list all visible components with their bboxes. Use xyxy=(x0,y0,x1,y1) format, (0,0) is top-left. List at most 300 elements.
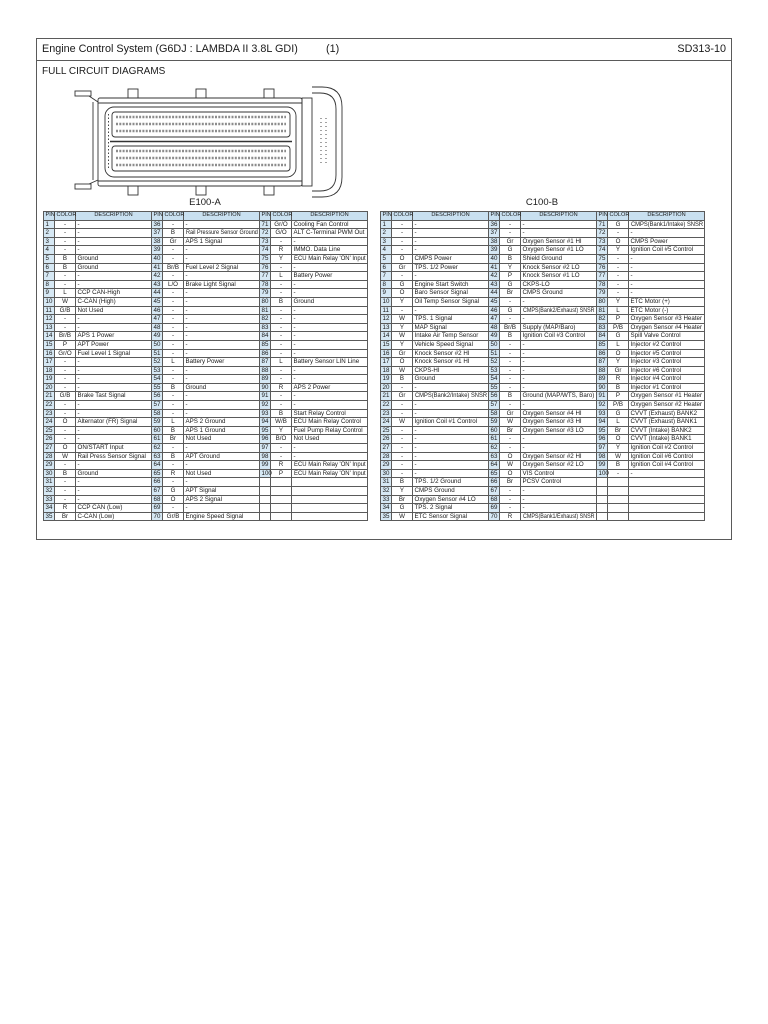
pin-number: 2 xyxy=(381,229,392,238)
pin-number: 51 xyxy=(489,349,500,358)
pin-description-cell xyxy=(76,435,152,444)
table-row xyxy=(44,418,368,427)
pin-number: 63 xyxy=(489,452,500,461)
wire-color: B xyxy=(163,229,184,238)
table-row xyxy=(44,478,368,487)
pin-number: 72 xyxy=(597,229,608,238)
wire-color: - xyxy=(55,461,76,470)
pin-number: 98 xyxy=(597,452,608,461)
wire-color: - xyxy=(55,220,76,229)
pin-description: - xyxy=(293,340,296,348)
table-row xyxy=(381,237,705,246)
wire-color: G xyxy=(500,280,521,289)
pin-description-cell xyxy=(629,452,705,461)
pin-number: 77 xyxy=(260,272,271,281)
color-column-header: COLOR xyxy=(271,212,292,221)
pin-description-cell xyxy=(184,426,260,435)
pin-description-cell xyxy=(521,487,597,496)
pin-description: - xyxy=(522,297,525,305)
pin-number: 7 xyxy=(381,272,392,281)
pin-number: 4 xyxy=(381,246,392,255)
pin-description: - xyxy=(522,495,525,503)
table-row xyxy=(44,246,368,255)
pin-number: 17 xyxy=(44,358,55,367)
table-row xyxy=(381,366,705,375)
pin-description: - xyxy=(293,366,296,374)
pin-description: - xyxy=(77,280,80,288)
top-locking-tabs xyxy=(128,89,274,98)
pin-number: 5 xyxy=(381,254,392,263)
empty-cell xyxy=(271,495,292,504)
pin-description: APT Signal xyxy=(185,487,217,494)
pin-description-cell xyxy=(413,315,489,324)
empty-cell xyxy=(292,478,368,487)
table-row xyxy=(44,401,368,410)
pin-number: 9 xyxy=(44,289,55,298)
wire-color: W xyxy=(500,418,521,427)
pin-number: 8 xyxy=(381,280,392,289)
pin-description: CMPS Power xyxy=(414,254,452,262)
wire-color: B xyxy=(55,254,76,263)
pin-description-cell xyxy=(76,383,152,392)
pin-description-cell xyxy=(629,332,705,341)
wire-color: B xyxy=(163,452,184,461)
pin-description-cell xyxy=(629,426,705,435)
pin-column-header: PIN xyxy=(260,212,271,221)
pin-description: - xyxy=(77,375,80,383)
pin-description: CMPS Power xyxy=(630,237,668,245)
empty-cell xyxy=(608,487,629,496)
pin-number: 33 xyxy=(44,495,55,504)
pin-description: - xyxy=(630,469,633,477)
wire-color: L xyxy=(163,418,184,427)
wire-color: - xyxy=(392,272,413,281)
wire-color: Gr/O xyxy=(55,349,76,358)
pin-description: - xyxy=(522,435,525,443)
pin-description: - xyxy=(630,289,633,297)
empty-cell xyxy=(271,504,292,513)
pin-number: 89 xyxy=(260,375,271,384)
wire-color: Y xyxy=(608,297,629,306)
pin-description-cell xyxy=(184,469,260,478)
wire-color: B/O xyxy=(271,435,292,444)
pin-description-cell xyxy=(292,375,368,384)
table-row xyxy=(381,306,705,315)
wire-color: W xyxy=(392,512,413,521)
color-column-header: COLOR xyxy=(163,212,184,221)
pin-description-cell xyxy=(292,349,368,358)
pin-number: 37 xyxy=(489,229,500,238)
pin-description-cell xyxy=(184,246,260,255)
empty-cell xyxy=(292,512,368,521)
pin-number: 66 xyxy=(152,478,163,487)
pin-description: Fuel Level 2 Signal xyxy=(185,263,239,271)
table-row xyxy=(381,495,705,504)
pin-number: 20 xyxy=(381,383,392,392)
wire-color: - xyxy=(392,383,413,392)
pin-description-cell xyxy=(184,383,260,392)
pin-number: 10 xyxy=(44,297,55,306)
pin-description-cell xyxy=(292,461,368,470)
wire-color: R xyxy=(500,512,521,521)
pin-number: 68 xyxy=(489,495,500,504)
pin-number: 39 xyxy=(152,246,163,255)
wire-color: B xyxy=(163,426,184,435)
pin-description-cell xyxy=(184,512,260,521)
wire-color: - xyxy=(163,272,184,281)
pin-description-cell xyxy=(292,272,368,281)
pin-description-cell xyxy=(413,246,489,255)
table-row xyxy=(381,504,705,513)
bottom-tab xyxy=(196,186,206,195)
pin-number: 95 xyxy=(597,426,608,435)
pin-description: - xyxy=(77,487,80,494)
table-row xyxy=(44,469,368,478)
pin-description-cell xyxy=(629,340,705,349)
pin-description: Battery Power xyxy=(293,272,333,280)
pin-number: 55 xyxy=(152,383,163,392)
pin-description: - xyxy=(630,280,633,288)
empty-cell xyxy=(629,504,705,513)
empty-cell xyxy=(629,487,705,496)
pin-number: 23 xyxy=(381,409,392,418)
pin-description-cell xyxy=(292,289,368,298)
pin-description: TPS. 1/2 Power xyxy=(414,263,458,271)
pin-number: 25 xyxy=(381,426,392,435)
pin-number: 15 xyxy=(44,340,55,349)
pin-description: CCP CAN (Low) xyxy=(77,504,123,512)
pin-description-cell xyxy=(292,263,368,272)
pin-description: Engine Start Switch xyxy=(414,280,469,288)
table-row xyxy=(381,272,705,281)
table-row xyxy=(381,289,705,298)
wire-color: B xyxy=(392,478,413,487)
pin-column-header: PIN xyxy=(152,212,163,221)
pin-description-cell xyxy=(76,401,152,410)
pin-number: 75 xyxy=(260,254,271,263)
pin-number: 61 xyxy=(489,435,500,444)
pin-number: 87 xyxy=(597,358,608,367)
connector-label-c100-b: C100-B xyxy=(525,197,559,208)
wire-color: - xyxy=(392,229,413,238)
empty-cell xyxy=(629,512,705,521)
pin-description-cell xyxy=(629,383,705,392)
pin-description: - xyxy=(522,383,525,391)
pin-description-cell xyxy=(76,495,152,504)
pin-column-header: PIN xyxy=(489,212,500,221)
wire-color: - xyxy=(392,401,413,410)
pin-number: 58 xyxy=(152,409,163,418)
pin-description-cell xyxy=(184,332,260,341)
pin-description: - xyxy=(522,504,525,512)
pin-number: 33 xyxy=(381,495,392,504)
pin-description: - xyxy=(630,229,633,237)
wire-color: - xyxy=(392,220,413,229)
pin-description: - xyxy=(522,229,525,237)
wire-color: Gr/O xyxy=(271,220,292,229)
empty-cell xyxy=(260,512,271,521)
pin-description-cell xyxy=(521,220,597,229)
pin-description-cell xyxy=(521,495,597,504)
pin-description-cell xyxy=(184,358,260,367)
pin-description-cell xyxy=(413,358,489,367)
pin-number: 44 xyxy=(489,289,500,298)
wire-color: - xyxy=(55,478,76,487)
pin-description: Vehicle Speed Signal xyxy=(414,340,473,348)
top-tab xyxy=(264,89,274,98)
wire-color: - xyxy=(55,358,76,367)
pin-description: Injector #5 Control xyxy=(630,349,682,357)
pin-description: Rail Pressure Sensor Ground xyxy=(185,229,258,237)
pin-description-cell xyxy=(521,452,597,461)
pin-description: - xyxy=(522,358,525,366)
table-row xyxy=(44,375,368,384)
wire-color: - xyxy=(55,366,76,375)
pin-number: 36 xyxy=(489,220,500,229)
pin-description-cell xyxy=(292,246,368,255)
pin-description: Cooling Fan Control xyxy=(293,220,349,228)
pin-description-cell xyxy=(292,315,368,324)
pin-description-cell xyxy=(521,272,597,281)
wire-color: - xyxy=(55,426,76,435)
pin-description: CVVT (Exhaust) BANK2 xyxy=(630,409,698,417)
pin-description-cell xyxy=(413,469,489,478)
pin-description: Oxygen Sensor #4 HI xyxy=(522,409,582,417)
pin-description-cell xyxy=(76,315,152,324)
wire-color: B xyxy=(392,375,413,384)
empty-cell xyxy=(608,512,629,521)
pin-description-cell xyxy=(184,220,260,229)
pin-description: APS 2 Signal xyxy=(185,495,222,503)
table-row xyxy=(44,254,368,263)
pin-description: CKPS-HI xyxy=(414,366,440,374)
pin-description-cell xyxy=(629,461,705,470)
pin-description: Oxygen Sensor #2 LO xyxy=(522,461,584,469)
pin-description-cell xyxy=(292,237,368,246)
pin-description-cell xyxy=(521,504,597,513)
wire-color: - xyxy=(392,306,413,315)
pin-description-cell xyxy=(292,229,368,238)
wire-color: B xyxy=(608,383,629,392)
pin-description: - xyxy=(414,220,417,228)
pin-description: - xyxy=(630,254,633,262)
pin-number: 31 xyxy=(44,478,55,487)
empty-cell xyxy=(292,495,368,504)
wire-color: Gr xyxy=(392,263,413,272)
pin-description-cell xyxy=(521,392,597,401)
pin-description: Engine Speed Signal xyxy=(185,512,244,520)
pin-description-cell xyxy=(292,323,368,332)
lever-inner xyxy=(312,93,336,191)
pin-number: 42 xyxy=(152,272,163,281)
pin-description-cell xyxy=(413,237,489,246)
pin-description-cell xyxy=(292,254,368,263)
pin-description-cell xyxy=(292,280,368,289)
pin-number: 48 xyxy=(152,323,163,332)
pin-description: - xyxy=(77,495,80,503)
pin-description: Ignition Coil #3 Control xyxy=(522,332,586,340)
pin-description-cell xyxy=(76,297,152,306)
pin-description: Ground xyxy=(293,297,315,305)
pin-description: Brake Tast Signal xyxy=(77,392,126,400)
pin-description: - xyxy=(522,444,525,452)
pin-description: - xyxy=(630,272,633,280)
document-title: Engine Control System (G6DJ : LAMBDA II 3.8L GDI) xyxy=(42,43,298,55)
wire-color: Y xyxy=(608,358,629,367)
table-row xyxy=(44,306,368,315)
empty-cell xyxy=(271,512,292,521)
pin-description: - xyxy=(293,401,296,409)
pin-description: - xyxy=(77,409,80,417)
wire-color: Gr xyxy=(500,237,521,246)
wire-color: - xyxy=(163,306,184,315)
pin-number: 41 xyxy=(152,263,163,272)
pin-description-cell xyxy=(521,366,597,375)
pin-description-cell xyxy=(76,504,152,513)
pin-description: Alternator (FR) Signal xyxy=(77,418,138,426)
pin-number: 83 xyxy=(260,323,271,332)
pin-description: Battery Sensor LIN Line xyxy=(293,358,360,366)
pin-number: 99 xyxy=(260,461,271,470)
pin-number: 65 xyxy=(152,469,163,478)
pin-number: 47 xyxy=(489,315,500,324)
pin-description-cell xyxy=(76,392,152,401)
pin-description-cell xyxy=(184,229,260,238)
wire-color: G xyxy=(163,487,184,496)
pin-description-cell xyxy=(629,237,705,246)
pin-description: - xyxy=(185,315,188,323)
empty-cell xyxy=(271,487,292,496)
wire-color: L xyxy=(608,418,629,427)
wire-color: - xyxy=(608,229,629,238)
table-row xyxy=(381,426,705,435)
pin-description: Oxygen Sensor #1 Heater xyxy=(630,392,703,400)
pin-description-cell xyxy=(521,444,597,453)
header-row xyxy=(381,212,705,221)
wire-color: Y xyxy=(392,323,413,332)
pin-description: Ignition Coil #5 Control xyxy=(630,246,694,254)
pin-description: - xyxy=(185,478,188,486)
pin-description-cell xyxy=(76,426,152,435)
pin-description-cell xyxy=(521,340,597,349)
wire-color: P xyxy=(271,469,292,478)
pin-description-cell xyxy=(521,289,597,298)
pin-number: 63 xyxy=(152,452,163,461)
pin-description-cell xyxy=(292,220,368,229)
pin-number: 24 xyxy=(381,418,392,427)
pin-number: 9 xyxy=(381,289,392,298)
wire-color: O xyxy=(163,495,184,504)
pin-description: - xyxy=(185,392,188,400)
wire-color: O xyxy=(392,254,413,263)
pin-number: 13 xyxy=(44,323,55,332)
pin-description: Ground xyxy=(77,469,99,477)
pin-description: Knock Sensor #1 HI xyxy=(414,358,470,366)
wire-color: - xyxy=(271,289,292,298)
pin-description: Not Used xyxy=(185,435,212,443)
pin-number: 100 xyxy=(261,469,272,477)
pin-description: - xyxy=(185,461,188,469)
pin-description: - xyxy=(293,263,296,271)
wire-color: - xyxy=(163,297,184,306)
table-row xyxy=(381,297,705,306)
pin-description-cell xyxy=(184,444,260,453)
wire-color: - xyxy=(500,297,521,306)
empty-cell xyxy=(608,478,629,487)
pin-description: - xyxy=(77,323,80,331)
pin-number: 55 xyxy=(489,383,500,392)
pin-description: Ground xyxy=(77,263,99,271)
pin-number: 61 xyxy=(152,435,163,444)
pin-description: ALT C-Terminal PWM Out xyxy=(293,229,365,237)
pin-description: Oxygen Sensor #4 Heater xyxy=(630,323,703,331)
wire-color: - xyxy=(392,409,413,418)
wire-color: G xyxy=(392,280,413,289)
pin-number: 64 xyxy=(152,461,163,470)
pin-description: CKPS-LO xyxy=(522,280,550,288)
table-row xyxy=(44,426,368,435)
description-column-header: DESCRIPTION xyxy=(184,212,260,221)
wire-color: R xyxy=(55,504,76,513)
pin-number: 88 xyxy=(597,366,608,375)
wire-color: - xyxy=(608,289,629,298)
wire-color: Y xyxy=(392,340,413,349)
table-row xyxy=(44,237,368,246)
table-head xyxy=(381,212,705,221)
pin-description-cell xyxy=(292,418,368,427)
wire-color: - xyxy=(500,358,521,367)
wire-color: - xyxy=(500,220,521,229)
wire-color: - xyxy=(271,323,292,332)
pin-description: - xyxy=(77,272,80,280)
page-header xyxy=(37,39,731,61)
pin-description: Injector #6 Control xyxy=(630,366,682,374)
pin-description: Ground xyxy=(185,383,207,391)
pin-number: 100 xyxy=(598,469,609,477)
pin-number: 74 xyxy=(260,246,271,255)
wire-color: Gr xyxy=(500,409,521,418)
pin-description: Not Used xyxy=(77,306,104,314)
pin-description: Ground xyxy=(414,375,436,383)
pin-description-cell xyxy=(76,461,152,470)
table-row xyxy=(381,220,705,229)
wire-color: Br xyxy=(500,289,521,298)
wire-color: - xyxy=(271,366,292,375)
pin-description: - xyxy=(77,478,80,486)
pin-description: - xyxy=(522,340,525,348)
pin-description-cell xyxy=(76,289,152,298)
wire-color: - xyxy=(163,340,184,349)
wire-color: - xyxy=(55,272,76,281)
pin-number: 23 xyxy=(44,409,55,418)
pin-description: - xyxy=(293,332,296,340)
wire-color: - xyxy=(500,315,521,324)
pin-number: 78 xyxy=(597,280,608,289)
pin-description: - xyxy=(185,504,188,512)
pin-description-cell xyxy=(629,220,705,229)
pin-description-cell xyxy=(413,254,489,263)
wire-color: R xyxy=(271,461,292,470)
pin-description-cell xyxy=(184,478,260,487)
pin-number: 38 xyxy=(489,237,500,246)
pin-description-cell xyxy=(413,349,489,358)
pin-description-cell xyxy=(184,392,260,401)
wire-color: B xyxy=(500,332,521,341)
pin-description: Knock Sensor #1 LO xyxy=(522,272,580,280)
table-row xyxy=(381,401,705,410)
pin-description: - xyxy=(77,366,80,374)
wire-color: - xyxy=(500,366,521,375)
